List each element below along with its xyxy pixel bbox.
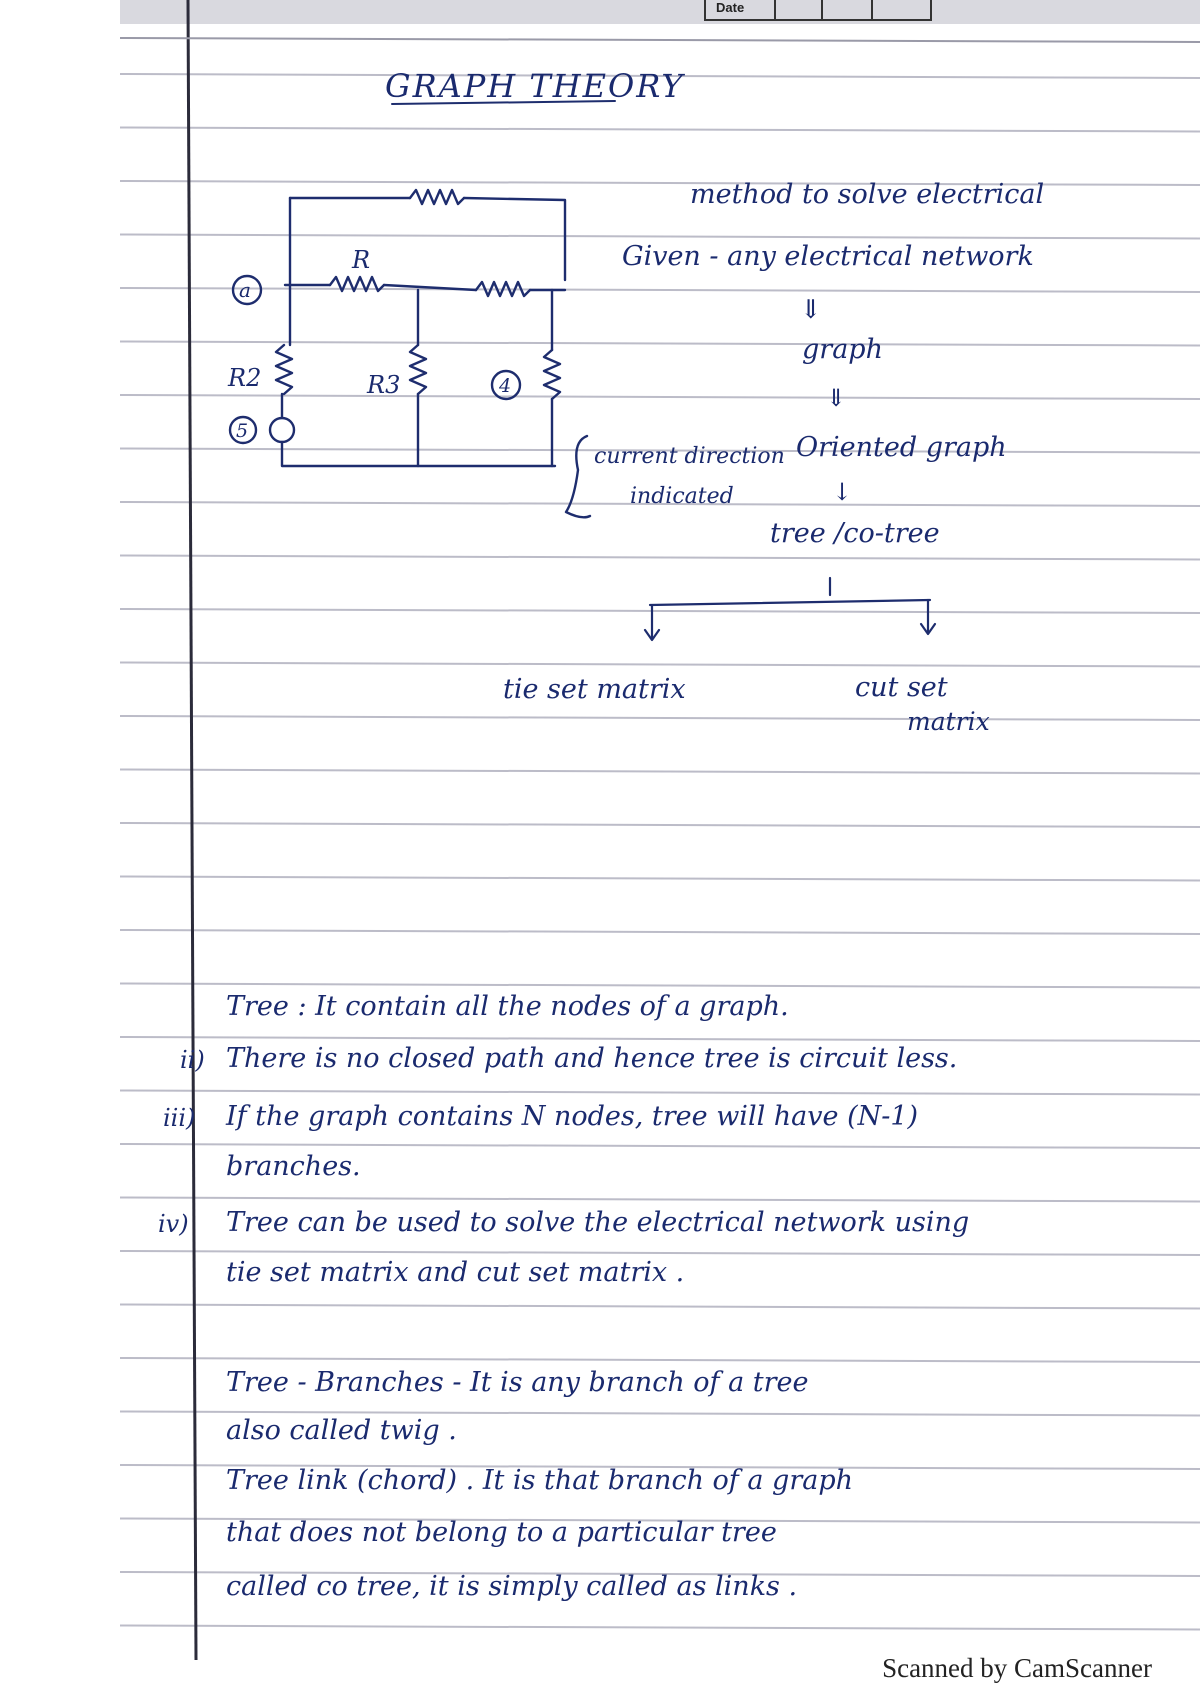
tree-branches-b: also called twig . [226,1415,457,1446]
ruled-line [120,770,1200,774]
ruled-line [120,128,1200,132]
ruled-line [120,1037,1200,1041]
flow-cut-set-1: cut set [855,672,948,703]
node-a-label: a [239,278,251,302]
ruled-line [120,1144,1200,1148]
ruled-line [120,1198,1200,1202]
tree-link-a: Tree link (chord) . It is that branch of a graph [226,1465,854,1496]
ruled-line [120,342,1200,346]
bracket-note-line2: indicated [630,484,734,509]
point-3-text-b: branches. [226,1151,361,1182]
ruled-line [120,288,1200,292]
point-3-text-a: If the graph contains N nodes, tree will have (N-1) [226,1101,919,1132]
flow-heading: method to solve electrical [690,179,1045,210]
flow-given: Given - any electrical network [622,241,1034,272]
flow-arrow-3: ↓ [832,478,853,506]
ruled-line [120,984,1200,988]
resistor-r3-label: R3 [367,371,401,399]
ruled-line [120,716,1200,720]
ruled-line [120,823,1200,827]
point-2-text: There is no closed path and hence tree is circuit less. [226,1043,958,1074]
bracket-note-line1: current direction [594,444,785,469]
ruled-line [120,877,1200,881]
flow-graph: graph [802,334,883,365]
date-label: Date [716,0,745,15]
flow-tree-cotree: tree /co-tree [770,518,940,549]
flow-arrow-2: ⇓ [826,384,847,412]
ruled-line [120,235,1200,239]
flow-split-arrows [645,578,935,640]
tree-branches-a: Tree - Branches - It is any branch of a tree [226,1367,809,1398]
page-title: GRAPH THEORY [385,67,685,105]
top-shadow [120,0,1200,24]
node-5-label: 5 [236,420,249,442]
tree-link-b: that does not belong to a particular tree [226,1517,777,1548]
resistor-r2-label: R2 [228,364,262,392]
top-rule [120,38,1200,42]
ruled-line [120,609,1200,613]
ruled-line [120,663,1200,667]
flow-arrow-1: ⇓ [800,295,822,325]
ruled-line [120,556,1200,560]
ruled-line [120,1251,1200,1255]
ruled-line [120,1091,1200,1095]
ruled-line [120,1626,1200,1630]
point-4-text-a: Tree can be used to solve the electrical network using [226,1207,970,1238]
tree-link-c: called co tree, it is simply called as links . [226,1571,798,1602]
point-4-text-b: tie set matrix and cut set matrix . [226,1257,685,1288]
point-3-number: iii) [163,1104,196,1132]
ruled-line [120,930,1200,934]
point-2-number: ii) [180,1046,205,1074]
node-4-label: 4 [499,375,512,397]
flow-oriented-graph: Oriented graph [796,432,1007,463]
scanner-watermark: Scanned by CamScanner [882,1653,1152,1683]
circuit-diagram [230,190,590,517]
flow-tie-set: tie set matrix [503,674,686,705]
point-4-number: iv) [158,1210,189,1238]
resistor-r-label: R [352,246,371,274]
flow-cut-set-2: matrix [907,707,990,736]
tree-definition: Tree : It contain all the nodes of a graph. [226,991,789,1022]
ruled-line [120,1358,1200,1362]
ruled-line [120,1305,1200,1309]
